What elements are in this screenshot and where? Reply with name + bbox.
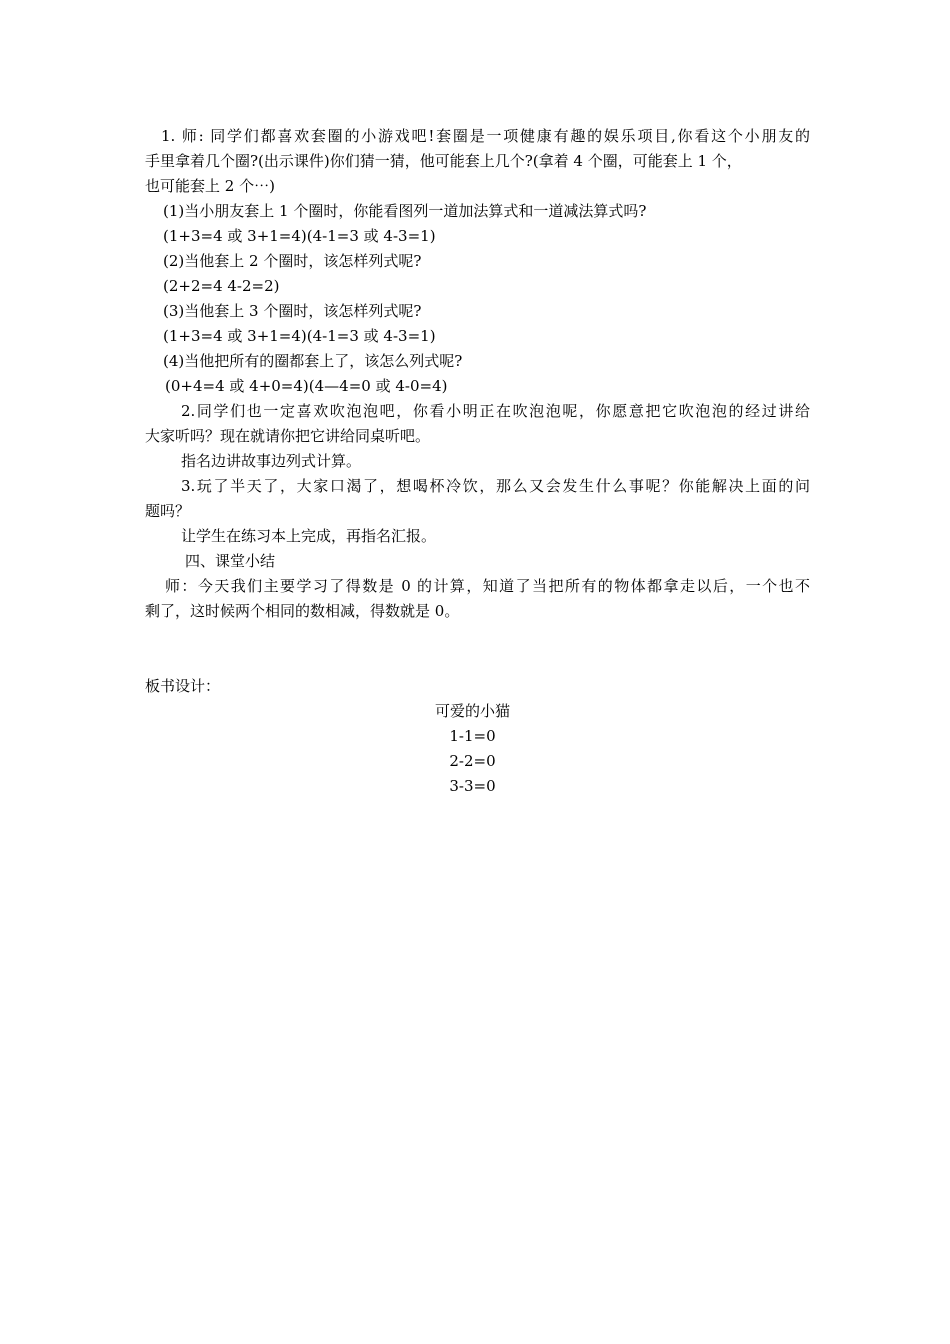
paragraph-line: (2+2=4 4-2=2)	[163, 277, 280, 295]
paragraph-line: (2)当他套上 2 个圈时，该怎样列式呢?	[163, 252, 422, 270]
paragraph-line: 让学生在练习本上完成，再指名汇报。	[181, 527, 437, 545]
spacer	[145, 624, 810, 674]
paragraph-line: 题吗？	[145, 502, 191, 520]
paragraph-line: 剩了，这时候两个相同的数相减，得数就是 0。	[145, 602, 460, 620]
paragraph-line: 指名边讲故事边列式计算。	[181, 452, 362, 470]
paragraph-line: (1)当小朋友套上 1 个圈时，你能看图列一道加法算式和一道减法算式吗?	[163, 202, 647, 220]
paragraph-line: 也可能套上 2 个⋯)	[145, 177, 275, 195]
paragraph-line: 手里拿着几个圈?(出示课件)你们猜一猜，他可能套上几个?(拿着 4 个圈，可能套上 1 个，	[145, 152, 742, 170]
section-heading: 四、课堂小结	[185, 552, 276, 570]
board-equation: 3-3=0	[449, 777, 496, 795]
paragraph-line: 3.玩了半天了，大家口渴了，想喝杯冷饮，那么又会发生什么事呢？你能解决上面的问	[181, 477, 810, 495]
paragraph-line: 1. 师: 同学们都喜欢套圈的小游戏吧!套圈是一项健康有趣的娱乐项目,你看这个小朋友的	[161, 127, 810, 145]
board-title: 可爱的小猫	[434, 702, 510, 720]
paragraph-line: (1+3=4 或 3+1=4)(4-1=3 或 4-3=1)	[163, 327, 436, 345]
paragraph-line: 大家听吗？现在就请你把它讲给同桌听吧。	[145, 427, 431, 445]
paragraph-line: (1+3=4 或 3+1=4)(4-1=3 或 4-3=1)	[163, 227, 436, 245]
board-equation: 2-2=0	[449, 752, 496, 770]
document-page	[145, 124, 810, 799]
board-equation: 1-1=0	[449, 727, 496, 745]
board-design-label: 板书设计：	[145, 677, 221, 695]
paragraph-line: (0+4=4 或 4+0=4)(4—4=0 或 4-0=4)	[165, 377, 448, 395]
paragraph-line: (3)当他套上 3 个圈时，该怎样列式呢?	[163, 302, 422, 320]
paragraph-line: 师：今天我们主要学习了得数是 0 的计算，知道了当把所有的物体都拿走以后，一个也不	[165, 577, 810, 595]
paragraph-line: (4)当他把所有的圈都套上了，该怎么列式呢?	[163, 352, 463, 370]
paragraph-line: 2.同学们也一定喜欢吹泡泡吧，你看小明正在吹泡泡呢，你愿意把它吹泡泡的经过讲给	[181, 402, 810, 420]
